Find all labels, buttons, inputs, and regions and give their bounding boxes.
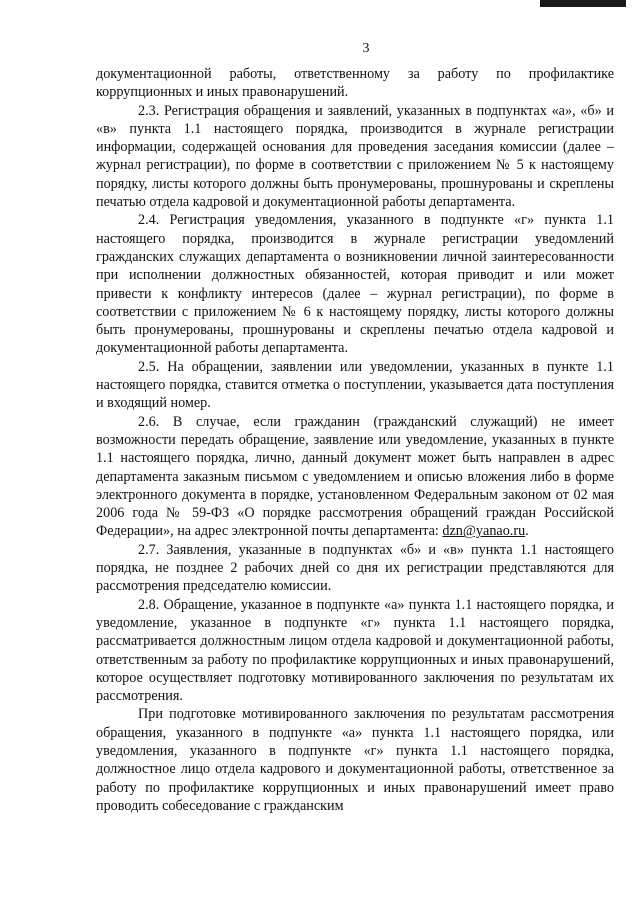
document-page bbox=[96, 40, 614, 815]
paragraph-2-6-text: 2.6. В случае, если гражданин (гражданский служащий) не имеет возможности передать обращение, заявление или уведомление, указанных в пункте 1.1 настоящего порядка, лично, данный документ может быть направлен в адрес департамента заказным письмом с уведомлением и описью вложения либо в форме электронного документа в порядке, установленном Федеральным законом от 02 мая 2006 года № 59-ФЗ «О порядке рассмотрения обращений граждан Российской Федерации», на адрес электронной почты департамента: bbox=[96, 413, 614, 540]
paragraph-2-3: 2.3. Регистрация обращения и заявлений, указанных в подпунктах «а», «б» и «в» пункта 1.1 настоящего порядка, производится в журнале регистрации информации, содержащей основания для проведения заседания комиссии (далее – журнал регистрации), по форме в соответствии с приложением № 5 к настоящему порядку, листы которого должны быть пронумерованы, прошнурованы и скреплены печатью отдела кадровой и документационной работы департамента. bbox=[96, 102, 614, 211]
paragraph-2-6-tail: . bbox=[525, 523, 529, 540]
paragraph-continuation: документационной работы, ответственному за работу по профилактике коррупционных и иных правонарушений. bbox=[96, 66, 614, 101]
page-number: 3 bbox=[362, 41, 370, 56]
paragraph-2-4: 2.4. Регистрация уведомления, указанного в подпункте «г» пункта 1.1 настоящего порядка, производится в журнале регистрации уведомлений гражданских служащих департамента о возникновении личной заинтересованности при исполнении должностных обязанностей, которая приводит и или может привести к конфликту интересов (далее – журнал регистрации), по форме в соответствии с приложением № 6 к настоящему порядку, листы которого должны быть пронумерованы, прошнурованы и скреплены печатью отдела кадровой и документационной работы департамента. bbox=[96, 212, 614, 357]
paragraph-motivated-conclusion: При подготовке мотивированного заключения по результатам рассмотрения обращения, указанного в подпункте «а» пункта 1.1 настоящего порядка, или уведомления, указанного в подпункте «г» пункта 1.1 настоящего порядка, должностное лицо отдела кадрового и документационной работы, ответственное за работу по профилактике коррупционных и иных правонарушений имеет право проводить собеседование с гражданским bbox=[96, 706, 614, 814]
scan-artifact-bar bbox=[540, 0, 626, 7]
paragraph-2-8: 2.8. Обращение, указанное в подпункте «а» пункта 1.1 настоящего порядка, и уведомление, указанное в подпункте «г» пункта 1.1 настоящего порядка, рассматривается должностным лицом отдела кадровой и документационной работы, ответственным за работу по профилактике коррупционных и иных правонарушений, которое осуществляет подготовку мотивированного заключения по результатам их рассмотрения. bbox=[96, 596, 614, 705]
email-link[interactable]: dzn@yanao.ru bbox=[442, 523, 526, 540]
paragraph-2-7: 2.7. Заявления, указанные в подпунктах «б» и «в» пункта 1.1 настоящего порядка, не позднее 2 рабочих дней со дня их регистрации представляются для рассмотрения председателю комиссии. bbox=[96, 541, 614, 595]
paragraph-2-5: 2.5. На обращении, заявлении или уведомлении, указанных в пункте 1.1 настоящего порядка, ставится отметка о поступлении, указывается дата поступления и входящий номер. bbox=[96, 358, 614, 412]
paragraph-2-6 bbox=[96, 413, 614, 541]
